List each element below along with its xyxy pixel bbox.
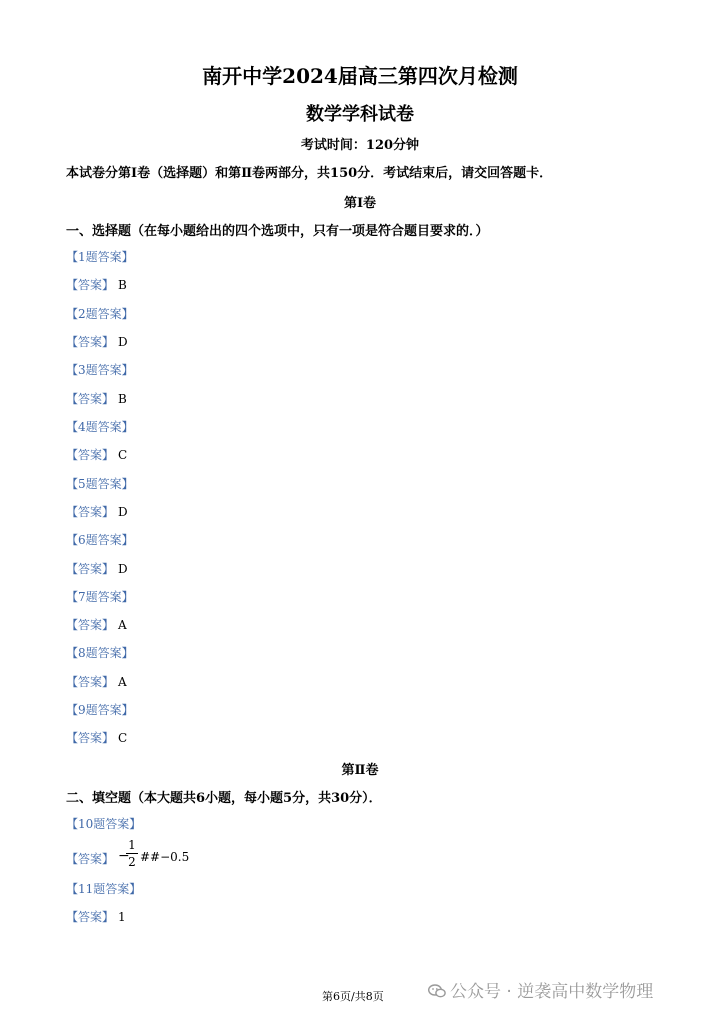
answer-value: D bbox=[118, 335, 128, 349]
answer-tag: 【答案】 bbox=[66, 505, 115, 519]
question-7-header bbox=[66, 589, 134, 605]
answer-tag: 【答案】 bbox=[66, 448, 115, 462]
fraction bbox=[126, 838, 138, 869]
answer-value: B bbox=[118, 278, 127, 292]
question-8-header bbox=[66, 645, 134, 661]
question-9-answer bbox=[66, 730, 127, 746]
question-1-header bbox=[66, 249, 134, 265]
watermark-text: 公众号 · 逆袭高中数学物理 bbox=[450, 982, 654, 1002]
question-1-answer bbox=[66, 277, 127, 293]
minus-sign: − bbox=[118, 848, 130, 864]
section-2-title: 二、填空题（本大题共6小题，每小题5分，共30分）． bbox=[66, 791, 382, 806]
fraction-numerator: 1 bbox=[128, 838, 136, 852]
question-tag: 【11题答案】 bbox=[66, 882, 142, 896]
section-1-title: 一、选择题（在每小题给出的四个选项中，只有一项是符合题目要求的．） bbox=[66, 224, 489, 239]
question-11-header bbox=[66, 881, 141, 897]
fraction-bar bbox=[126, 853, 138, 854]
question-11-answer bbox=[66, 909, 126, 925]
question-tag: 【8题答案】 bbox=[66, 646, 134, 660]
answer-tag: 【答案】 bbox=[66, 675, 115, 689]
answer-tag: 【答案】 bbox=[66, 335, 115, 349]
question-3-answer bbox=[66, 391, 127, 407]
answer-tag: 【答案】 bbox=[66, 562, 115, 576]
question-2-answer bbox=[66, 334, 128, 350]
question-tag: 【10题答案】 bbox=[66, 817, 142, 831]
exam-intro: 本试卷分第Ⅰ卷（选择题）和第Ⅱ卷两部分，共150分．考试结束后，请交回答题卡． bbox=[66, 166, 553, 181]
exam-time: 考试时间：120分钟 bbox=[300, 138, 420, 153]
question-tag: 【5题答案】 bbox=[66, 477, 134, 491]
question-4-header bbox=[66, 419, 134, 435]
question-tag: 【6题答案】 bbox=[66, 533, 134, 547]
question-tag: 【2题答案】 bbox=[66, 307, 134, 321]
answer-tag: 【答案】 bbox=[66, 392, 115, 406]
question-4-answer bbox=[66, 447, 127, 463]
page-footer: 第6页/共8页 bbox=[322, 990, 384, 1003]
answer-alt-value: ##−0.5 bbox=[140, 850, 190, 864]
question-tag: 【7题答案】 bbox=[66, 590, 134, 604]
answer-value: A bbox=[118, 618, 127, 632]
answer-value: A bbox=[118, 675, 127, 689]
question-5-answer bbox=[66, 504, 128, 520]
question-tag: 【3题答案】 bbox=[66, 363, 134, 377]
question-tag: 【4题答案】 bbox=[66, 420, 134, 434]
answer-tag: 【答案】 bbox=[66, 618, 115, 632]
answer-value: B bbox=[118, 392, 127, 406]
volume-1-title: 第Ⅰ卷 bbox=[343, 196, 377, 211]
question-2-header bbox=[66, 306, 134, 322]
question-8-answer bbox=[66, 674, 127, 690]
answer-value: D bbox=[118, 505, 128, 519]
answer-value: 1 bbox=[118, 910, 126, 924]
question-9-header bbox=[66, 702, 134, 718]
answer-tag: 【答案】 bbox=[66, 278, 115, 292]
fraction-denominator: 2 bbox=[128, 855, 136, 869]
answer-value: C bbox=[118, 731, 128, 745]
question-7-answer bbox=[66, 617, 127, 633]
wechat-icon bbox=[428, 984, 446, 998]
question-6-header bbox=[66, 532, 134, 548]
question-6-answer bbox=[66, 561, 128, 577]
volume-2-title: 第Ⅱ卷 bbox=[341, 763, 379, 778]
answer-tag: 【答案】 bbox=[66, 852, 115, 866]
answer-value: D bbox=[118, 562, 128, 576]
answer-tag: 【答案】 bbox=[66, 910, 115, 924]
question-tag: 【9题答案】 bbox=[66, 703, 134, 717]
question-3-header bbox=[66, 362, 134, 378]
exam-subject: 数学学科试卷 bbox=[306, 104, 414, 125]
answer-value: C bbox=[118, 448, 128, 462]
question-10-header bbox=[66, 816, 141, 832]
exam-title: 南开中学2024届高三第四次月检测 bbox=[202, 64, 518, 88]
question-tag: 【1题答案】 bbox=[66, 250, 134, 264]
question-5-header bbox=[66, 476, 134, 492]
watermark bbox=[428, 977, 653, 1002]
answer-tag: 【答案】 bbox=[66, 731, 115, 745]
